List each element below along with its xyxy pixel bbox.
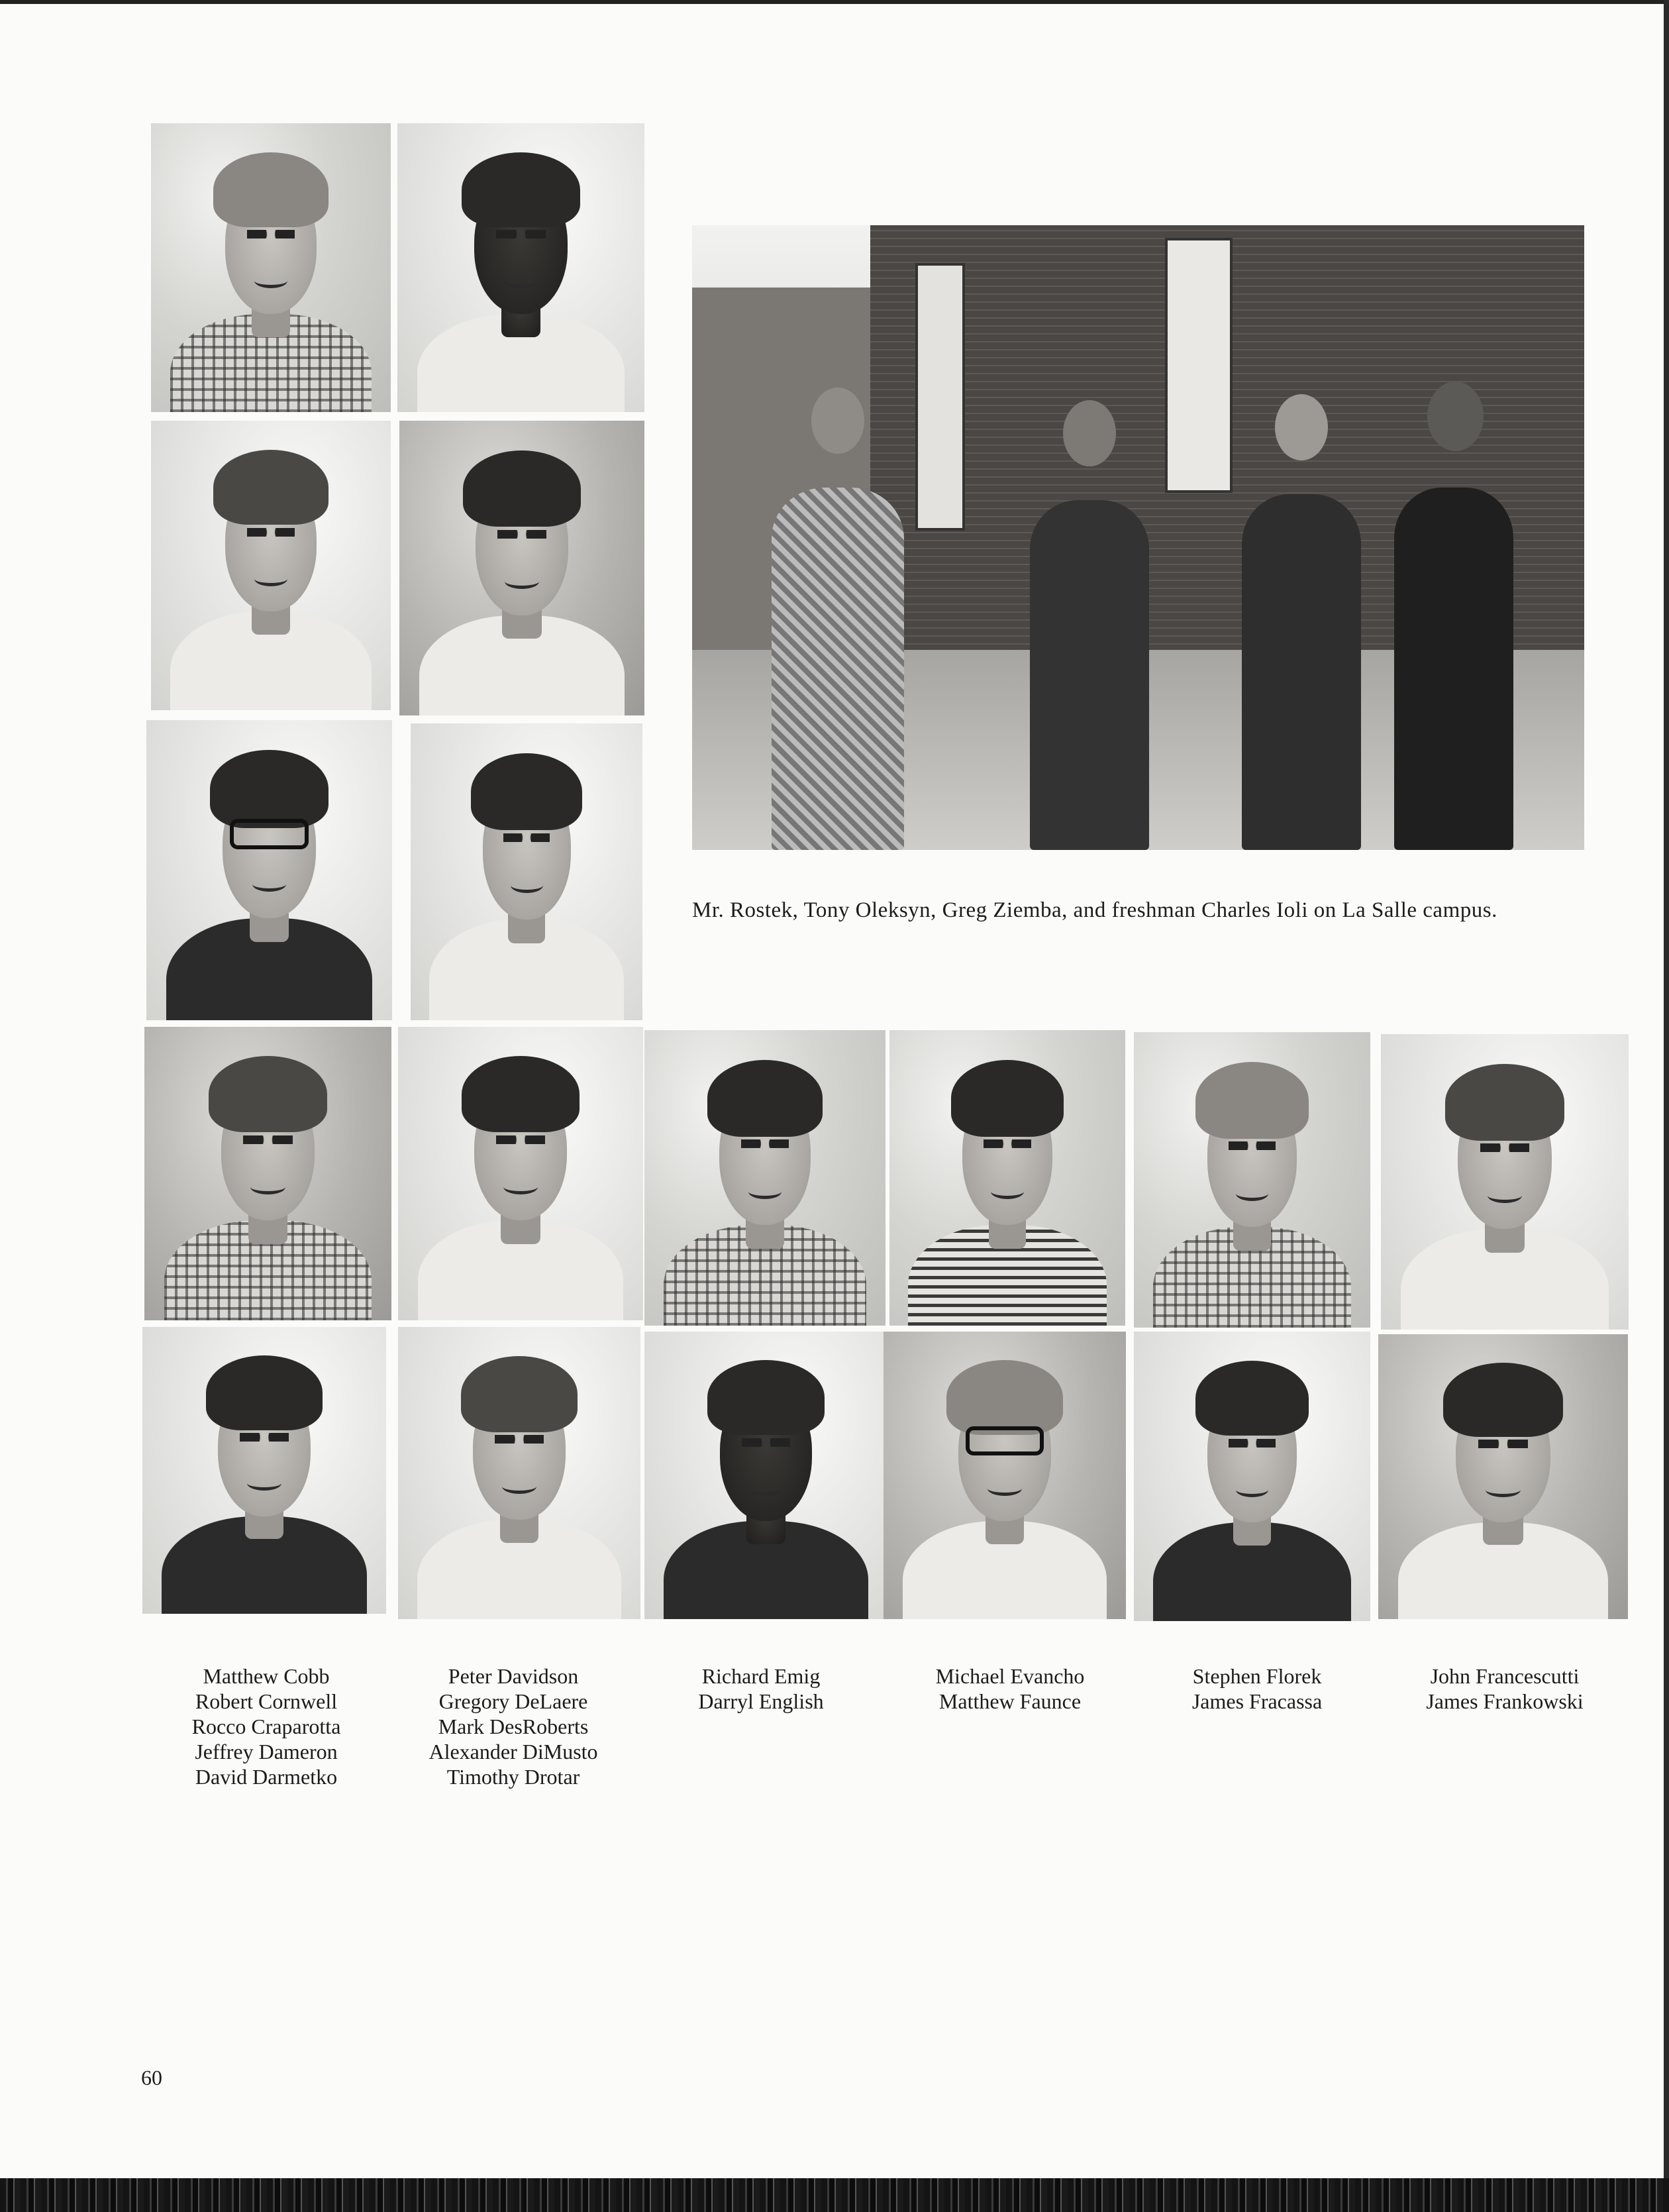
portrait-photo: [411, 723, 642, 1020]
portrait-photo: [884, 1332, 1126, 1619]
student-name: Gregory DeLaere: [438, 1689, 588, 1713]
student-name: Mark DesRoberts: [438, 1714, 589, 1738]
student-name: James Frankowski: [1426, 1689, 1584, 1713]
top-border: [0, 0, 1669, 4]
portrait-photo: [142, 1327, 386, 1614]
portrait-photo: [151, 123, 391, 412]
name-column: [1135, 1663, 1380, 1714]
student-name: Matthew Cobb: [203, 1664, 330, 1688]
portrait-photo: [1381, 1034, 1629, 1330]
portrait-photo: [397, 123, 644, 412]
portrait-photo: [1378, 1334, 1628, 1619]
student-name: Matthew Faunce: [938, 1689, 1082, 1713]
student-name: Darryl English: [698, 1689, 824, 1713]
student-name: James Fracassa: [1191, 1689, 1323, 1713]
student-name: Stephen Florek: [1192, 1664, 1322, 1688]
student-name: Robert Cornwell: [195, 1689, 338, 1713]
student-name: John Francescutti: [1430, 1664, 1580, 1688]
student-name: Richard Emig: [701, 1664, 821, 1688]
portrait-photo: [398, 1027, 643, 1320]
name-column: [144, 1663, 389, 1789]
portrait-photo: [644, 1332, 887, 1619]
portrait-photo: [399, 421, 644, 715]
student-name: Peter Davidson: [448, 1664, 579, 1688]
name-column: [887, 1663, 1133, 1714]
portrait-photo: [398, 1327, 640, 1619]
name-column: [391, 1663, 636, 1789]
name-column: [1382, 1663, 1627, 1714]
student-name: Jeffrey Dameron: [195, 1740, 338, 1764]
portrait-photo: [151, 421, 391, 710]
group-photo: [692, 225, 1584, 850]
portrait-photo: [146, 720, 392, 1020]
student-name: Rocco Craparotta: [191, 1714, 341, 1738]
portrait-photo: [1134, 1332, 1370, 1621]
portrait-photo: [644, 1030, 885, 1326]
scan-edge-strip: [0, 2178, 1669, 2212]
portrait-photo: [1134, 1032, 1370, 1328]
student-name: Michael Evancho: [935, 1664, 1085, 1688]
student-name: Alexander DiMusto: [429, 1740, 598, 1764]
page-number: 60: [141, 2066, 162, 2089]
student-name: David Darmetko: [195, 1765, 338, 1789]
student-name: Timothy Drotar: [446, 1765, 580, 1789]
name-column: [638, 1663, 884, 1714]
photo-caption: Mr. Rostek, Tony Oleksyn, Greg Ziemba, and freshman Charles Ioli on La Salle campus.: [692, 898, 1497, 922]
page-edge: [1664, 0, 1669, 2212]
portrait-photo: [144, 1027, 391, 1320]
portrait-photo: [889, 1030, 1125, 1326]
